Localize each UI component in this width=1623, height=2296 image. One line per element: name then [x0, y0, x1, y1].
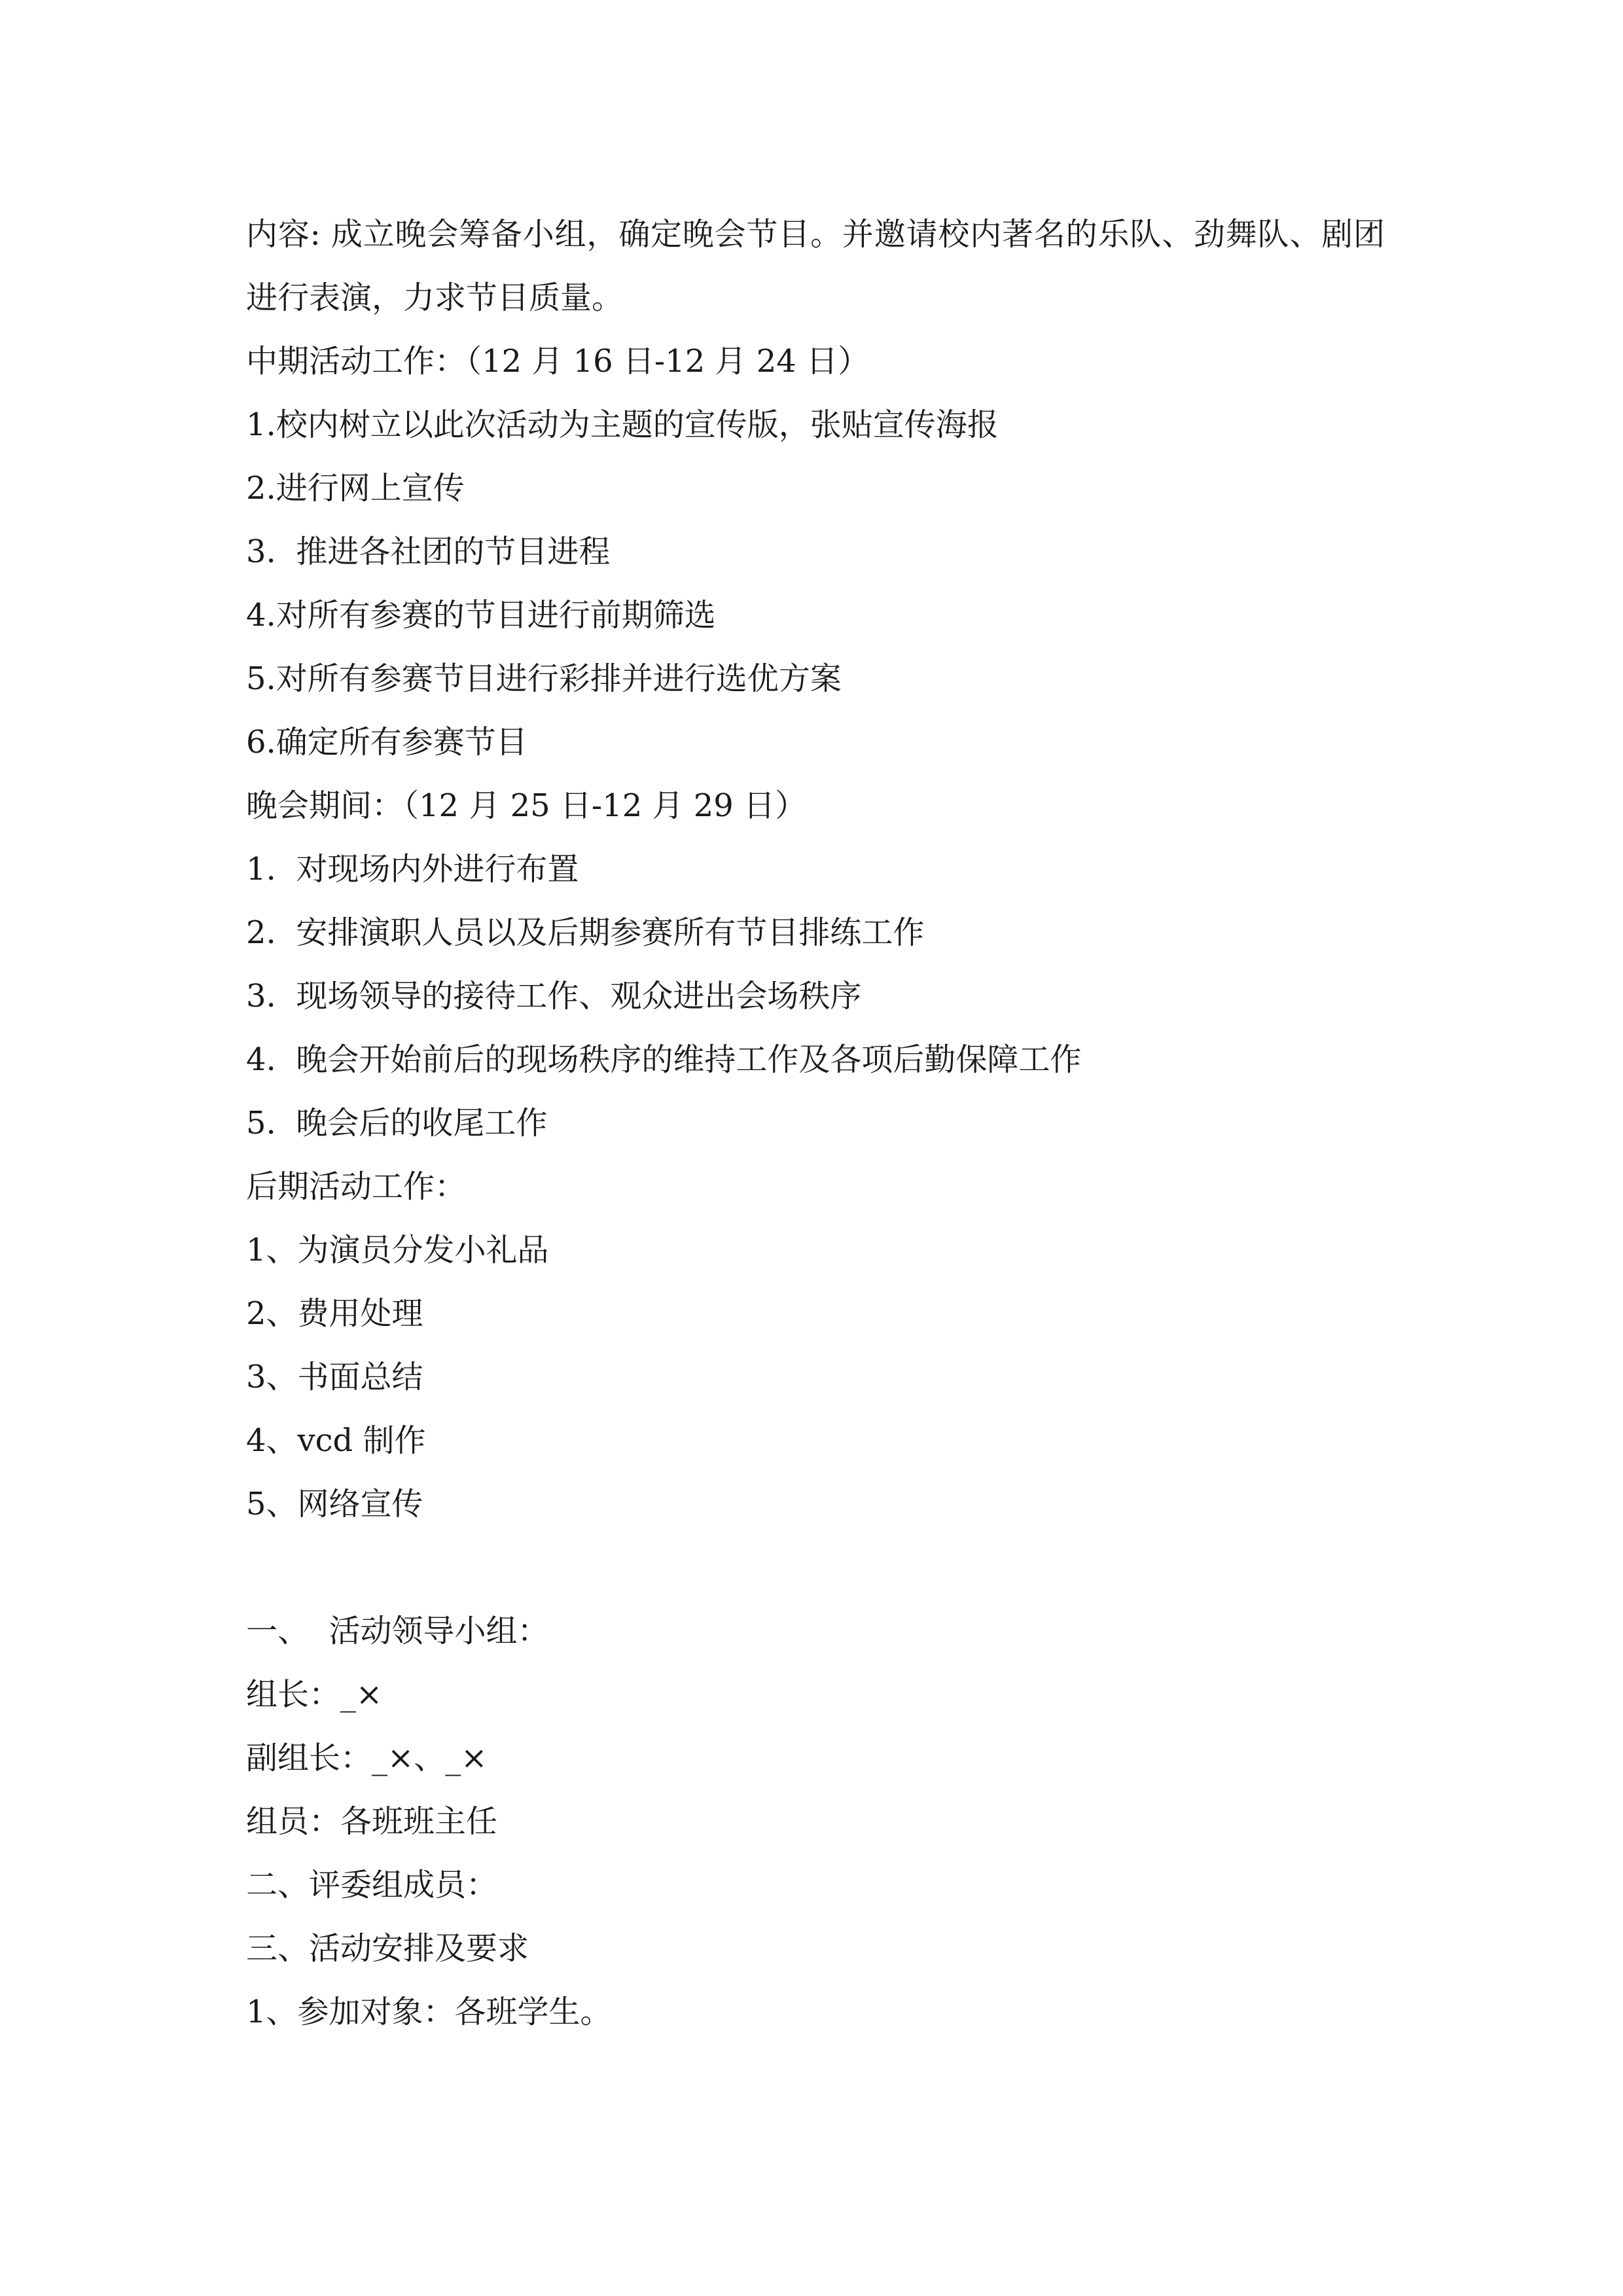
blank-line — [246, 1536, 1385, 1600]
list-item: 6.确定所有参赛节目 — [246, 724, 527, 761]
list-item: 2、费用处理 — [246, 1295, 423, 1332]
heading-late-term-work: 后期活动工作： — [246, 1168, 467, 1205]
list-item: 3. 现场领导的接待工作、观众进出会场秩序 — [246, 978, 862, 1014]
list-item: 1、为演员分发小礼品 — [246, 1232, 549, 1268]
deputy-leader-line: 副组长：_×、_× — [246, 1740, 488, 1776]
list-item: 5.对所有参赛节目进行彩排并进行选优方案 — [246, 660, 842, 697]
section-heading-judges: 二、评委组成员： — [246, 1867, 498, 1903]
list-item: 3. 推进各社团的节目进程 — [246, 533, 611, 570]
list-item: 5. 晚会后的收尾工作 — [246, 1105, 548, 1141]
members-line: 组员：各班班主任 — [246, 1803, 498, 1840]
section-heading-leadership-group: 一、 活动领导小组： — [246, 1613, 549, 1649]
participants-line: 1、参加对象：各班学生。 — [246, 1994, 612, 2030]
list-item: 2. 安排演职人员以及后期参赛所有节目排练工作 — [246, 914, 925, 951]
list-item: 5、网络宣传 — [246, 1486, 423, 1522]
document-body — [246, 203, 1385, 2044]
list-item: 4.对所有参赛的节目进行前期筛选 — [246, 597, 716, 634]
heading-mid-term-work: 中期活动工作：（12 月 16 日-12 月 24 日） — [246, 343, 870, 380]
team-leader-line: 组长：_× — [246, 1676, 383, 1713]
list-item: 3、书面总结 — [246, 1359, 423, 1395]
list-item: 1.校内树立以此次活动为主题的宣传版，张贴宣传海报 — [246, 406, 999, 443]
section-heading-arrangements: 三、活动安排及要求 — [246, 1930, 529, 1967]
list-item: 1. 对现场内外进行布置 — [246, 851, 579, 888]
heading-party-period: 晚会期间：（12 月 25 日-12 月 29 日） — [246, 787, 807, 824]
list-item: 4. 晚会开始前后的现场秩序的维持工作及各项后勤保障工作 — [246, 1041, 1082, 1078]
list-item: 2.进行网上宣传 — [246, 470, 465, 507]
paragraph-content: 内容: 成立晚会筹备小组，确定晚会节目。并邀请校内著名的乐队、劲舞队、剧团进行表演，力求节目质量。 — [246, 216, 1385, 316]
list-item: 4、vcd 制作 — [246, 1422, 426, 1459]
